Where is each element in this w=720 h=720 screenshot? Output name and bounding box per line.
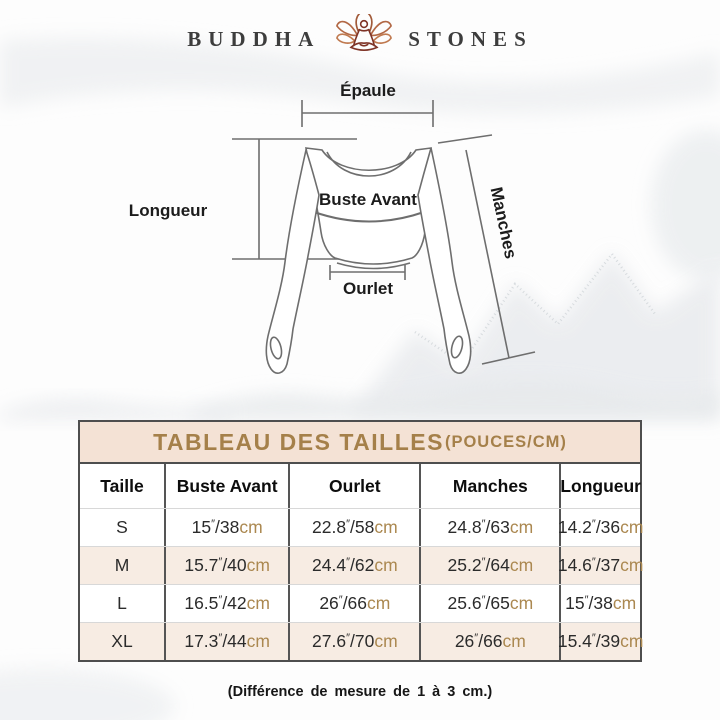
brand-header: [0, 12, 720, 66]
measurement-cell: 25.2 ″ /64 cm: [419, 547, 559, 584]
size-table: [78, 420, 642, 662]
measurement-cell: 17.3 ″ /44 cm: [164, 623, 288, 660]
measurement-note: (Différence de mesure de 1 à 3 cm.): [227, 684, 493, 700]
brand-name-left: BUDDHA: [187, 26, 321, 51]
measurement-cell: 14.2 ″ /36 cm: [559, 509, 640, 546]
column-header-manches: Manches: [419, 464, 559, 508]
table-title-banner: [80, 422, 640, 464]
table-body: [80, 508, 644, 660]
table-title-suffix: (POUCES/CM): [444, 432, 567, 451]
table-row: [80, 546, 644, 584]
measurement-cell: 15.4 ″ /39 cm: [559, 623, 640, 660]
garment-line-drawing: [266, 148, 470, 373]
measurement-cell: 25.6 ″ /65 cm: [419, 585, 559, 622]
measurement-cell: 26 ″ /66 cm: [288, 585, 419, 622]
measurement-cell: 15 ″ /38 cm: [164, 509, 288, 546]
measurement-cell: 15 ″ /38 cm: [559, 585, 640, 622]
label-length: Longueur: [128, 201, 208, 220]
table-row: [80, 622, 644, 660]
table-row: [80, 584, 640, 622]
measurement-cell: 22.8 ″ /58 cm: [288, 509, 419, 546]
measurement-cell: 26 ″ /66 cm: [419, 623, 559, 660]
lotus-logo-icon: [336, 14, 392, 64]
table-title: TABLEAU DES TAILLES: [153, 428, 444, 455]
table-column-headers: [80, 464, 640, 508]
label-front-bust: Buste Avant: [319, 190, 417, 209]
table-row: [80, 508, 644, 546]
size-label: S: [116, 517, 128, 537]
column-header-buste-avant: Buste Avant: [164, 464, 288, 508]
column-header-taille: Taille: [100, 475, 144, 496]
measurement-cell: 14.6 ″ /37 cm: [559, 547, 640, 584]
column-header-ourlet: Ourlet: [288, 464, 419, 508]
measurement-cell: 27.6 ″ /70 cm: [288, 623, 419, 660]
size-label: M: [114, 555, 130, 575]
measurement-cell: 16.5 ″ /42 cm: [164, 585, 288, 622]
garment-left-sleeve: [266, 150, 319, 373]
label-shoulder: Épaule: [340, 81, 396, 100]
size-label: XL: [111, 631, 133, 651]
brand-name-right: STONES: [408, 26, 533, 51]
label-sleeves: Manches: [486, 185, 521, 261]
measurement-cell: 15.7 ″ /40 cm: [164, 547, 288, 584]
label-hem: Ourlet: [342, 279, 394, 298]
measurement-cell: 24.8 ″ /63 cm: [419, 509, 559, 546]
size-label: L: [117, 593, 127, 613]
column-header-longueur: Longueur: [559, 464, 640, 508]
measurement-cell: 24.4 ″ /62 cm: [288, 547, 419, 584]
